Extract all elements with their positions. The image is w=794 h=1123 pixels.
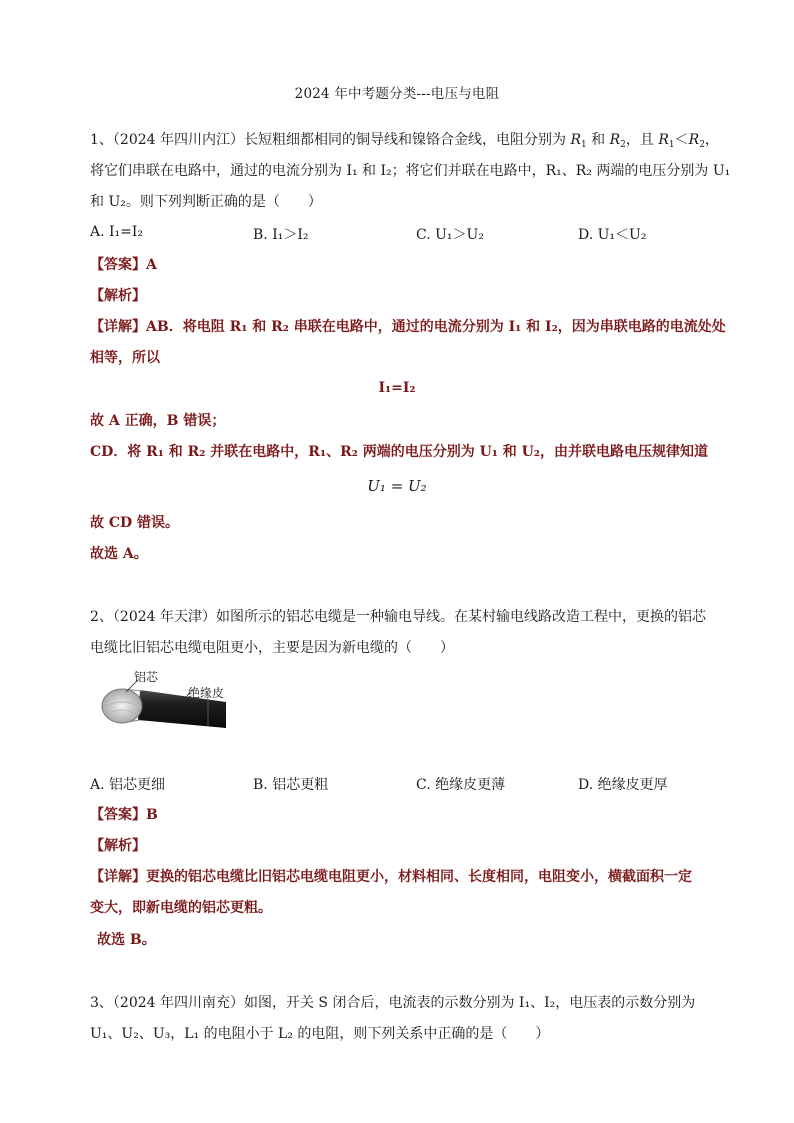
insulation-label: 绝缘皮 (188, 686, 225, 700)
q2-answer: 【答案】B (90, 807, 158, 823)
q1-text: ，且 (625, 132, 659, 148)
q3-stem-line-2: U₁、U₂、U₃，L₁ 的电阻小于 L₂ 的电阻，则下列关系中正确的是（ ） (90, 1026, 550, 1042)
q1-stem-line-1 (90, 130, 719, 150)
q1-equation-2: U₁ = U₂ (367, 477, 427, 495)
q3-stem-line-1: 3、（2024 年四川南充）如图，开关 S 闭合后，电流表的示数分别为 I₁、I₂，电压表的示数分别为 (90, 995, 696, 1011)
q1-var: R (609, 132, 621, 148)
q1-stem-line-3: 和 U₂。则下列判断正确的是（ ） (90, 194, 322, 210)
q2-analysis-heading: 【解析】 (90, 838, 146, 854)
q2-detail-line-1: 【详解】更换的铝芯电缆比旧铝芯电缆电阻更小，材料相同、长度相同，电阻变小，横截面积一定 (90, 869, 692, 885)
q1-equation-1: I₁=I₂ (378, 380, 416, 396)
q1-sub: 1 (668, 140, 675, 150)
q1-detail-line-5: 故 CD 错误。 (90, 515, 180, 531)
page-title: 2024 年中考题分类---电压与电阻 (294, 86, 500, 102)
q2-detail-line-2: 变大，即新电缆的铝芯更粗。 (90, 900, 272, 916)
q1-text: ＜ (674, 132, 689, 148)
q1-option-b: B. I₁＞I₂ (253, 227, 309, 243)
q1-detail-line-4: CD．将 R₁ 和 R₂ 并联在电路中，R₁、R₂ 两端的电压分别为 U₁ 和 U₂，由并联电路电压规律知道 (90, 444, 709, 460)
q1-var: R (570, 132, 581, 148)
q1-answer: 【答案】A (90, 257, 157, 273)
q1-stem-line-2: 将它们串联在电路中，通过的电流分别为 I₁ 和 I₂；将它们并联在电路中，R₁、R₂ 两端的电压分别为 U₁ (90, 163, 731, 179)
q1-text: ， (704, 132, 719, 148)
q1-option-a: A. I₁=I₂ (90, 224, 144, 240)
q2-option-d: D. 绝缘皮更厚 (578, 777, 668, 793)
q2-option-a: A. 铝芯更细 (90, 777, 166, 793)
q1-analysis-heading: 【解析】 (90, 288, 146, 304)
q1-text: 和 (586, 132, 610, 148)
q1-detail-line-2: 相等，所以 (90, 350, 160, 366)
q1-detail-line-1: 【详解】AB．将电阻 R₁ 和 R₂ 串联在电路中，通过的电流分别为 I₁ 和 I₂，因为串联电路的电流处处 (90, 319, 726, 335)
q1-sub: 2 (620, 140, 626, 150)
q1-option-d: D. U₁＜U₂ (578, 227, 647, 243)
core-label: 铝芯 (134, 670, 159, 684)
q1-sub: 2 (699, 140, 705, 150)
q1-option-c: C. U₁＞U₂ (416, 227, 484, 243)
q1-text: 1、（2024 年四川内江）长短粗细都相同的铜导线和镍铬合金线，电阻分别为 (90, 132, 571, 148)
q2-option-b: B. 铝芯更粗 (253, 777, 329, 793)
q1-detail-line-6: 故选 A。 (90, 546, 148, 562)
q2-stem-line-2: 电缆比旧铝芯电缆电阻更小，主要是因为新电缆的（ ） (90, 640, 454, 656)
q1-var: R (658, 132, 669, 148)
q2-option-c: C. 绝缘皮更薄 (416, 777, 506, 793)
q1-sub: 1 (580, 140, 587, 150)
q1-detail-line-3: 故 A 正确，B 错误； (90, 413, 226, 429)
q2-stem-line-1: 2、（2024 年天津）如图所示的铝芯电缆是一种输电导线。在某村输电线路改造工程中，更换的铝芯 (90, 609, 706, 625)
q2-detail-line-3: 故选 B。 (97, 932, 156, 948)
q1-var: R (688, 132, 700, 148)
